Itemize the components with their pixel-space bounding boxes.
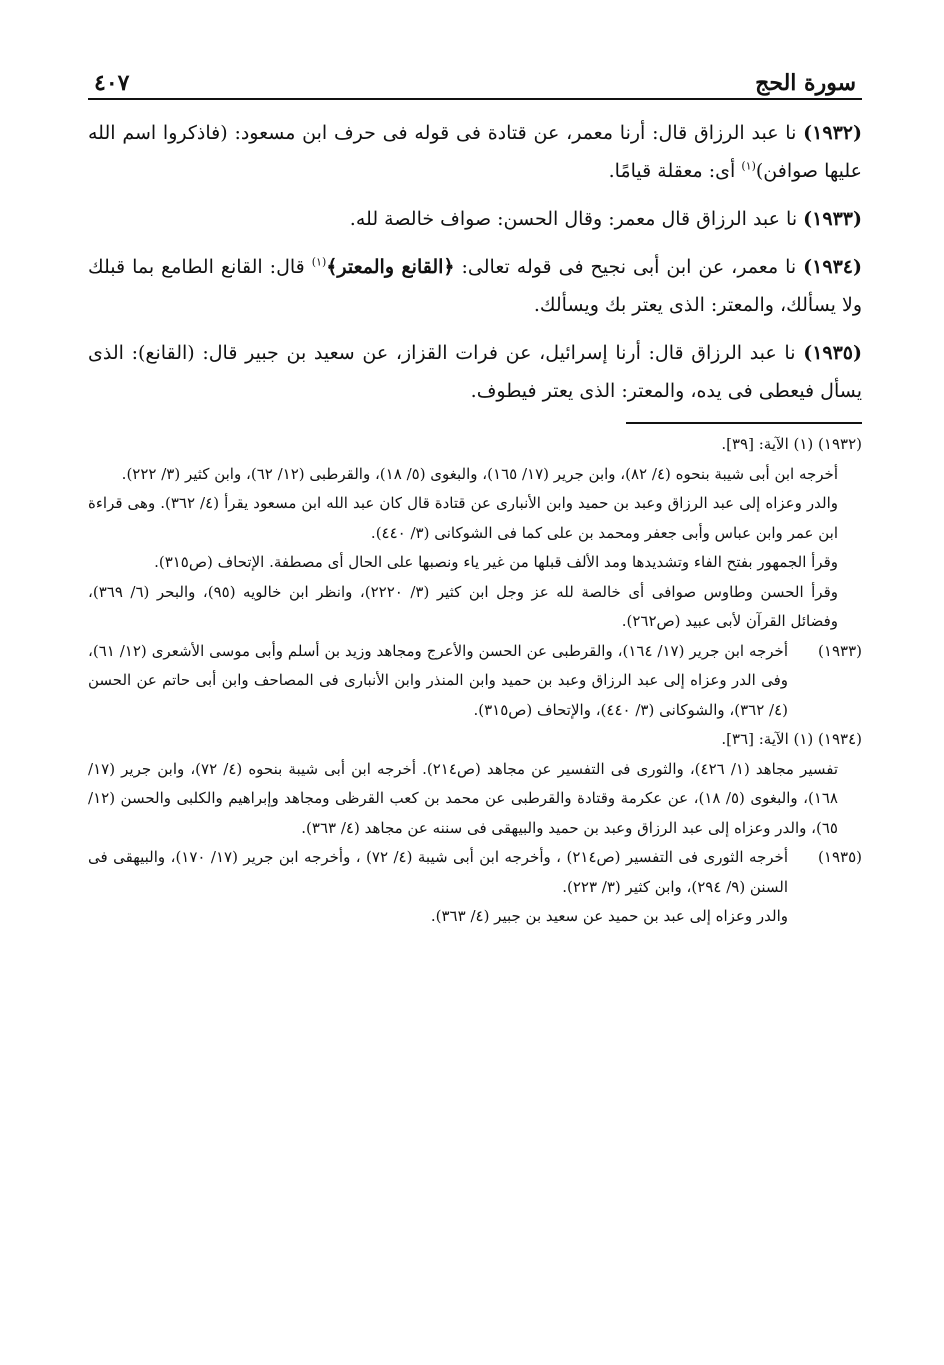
entry-1935 — [88, 334, 862, 410]
entry-1933 — [88, 200, 862, 238]
footnote-1932-p2: والدر وعزاه إلى عبد الرزاق وعبد بن حميد وابن الأنبارى عن قتادة قال كان عبد الله ابن مسعود يقرأ (٤/ ٣٦٢). وهى قراءة ابن عمر وابن عباس وأبى جعفر ومحمد بن على كما فى الشوكانى (٣/ ٤٤٠). — [88, 494, 838, 542]
footnote-1932-head: (١٩٣٢) (١) الآية: [٣٩]. — [721, 435, 862, 453]
entry-number: (١٩٣٤) — [803, 256, 862, 278]
entry-text: نا عبد الرزاق قال: أرنا إسرائيل، عن فرات القزاز، عن سعيد بن جبير قال: (القانع): الذى يسأل فيعطى فى يده، والمعتر: الذى يعتر فيطوف. — [88, 342, 862, 402]
entry-number: (١٩٣٢) — [803, 122, 862, 144]
footnote-text — [88, 843, 788, 932]
entry-number: (١٩٣٥) — [803, 342, 863, 364]
footnote-1932-p4: وقرأ الحسن وطاوس صوافى أى خالصة لله عز وجل ابن كثير (٣/ ٢٢٢٠)، وانظر ابن خالويه (٩٥)، والبحر (٦/ ٣٦٩)، وفضائل القرآن لأبى عبيد (ص٢٦٢). — [88, 582, 838, 630]
entry-text-tail: قال: القانع الطامع بما قبلك ولا يسألك، والمعتر: الذى يعتر بك ويسألك. — [88, 256, 862, 316]
footnote-label: (١٩٣٥) — [818, 848, 862, 866]
quranic-quote: ﴿القانع والمعتر﴾ — [326, 256, 455, 278]
footnote-ref: (١) — [311, 255, 327, 269]
page-number: ٤٠٧ — [94, 70, 130, 96]
footnote-1932-p1: أخرجه ابن أبى شيبة بنحوه (٤/ ٨٢)، وابن جرير (١٧/ ١٦٥)، والبغوى (٥/ ١٨)، والقرطبى (١٢/ ٦٢)، وابن كثير (٣/ ٢٢٢). — [121, 464, 838, 483]
footnote-text-line: أخرجه الثورى فى التفسير (ص٢١٤) ، وأخرجه ابن أبى شيبة (٤/ ٧٢) ، وأخرجه ابن جرير (١٧/ ١٧٠)، والبيهقى فى السنن (٩/ ٢٩٤)، وابن كثير (٣/ ٢٢٣). — [88, 848, 788, 896]
surah-title: سورة الحج — [755, 70, 856, 96]
running-header — [88, 56, 862, 100]
footnote-separator — [626, 422, 862, 424]
footnote-1934-text: تفسير مجاهد (١/ ٤٢٦)، والثورى فى التفسير عن مجاهد (ص٢١٤). أخرجه ابن أبى شيبة بنحوه (٤/ ٧٢)، وابن جرير (١٧/ ١٦٨)، والبغوى (٥/ ١٨)، عن عكرمة وقتادة والقرطبى عن محمد بن كعب القرظى ومجاهد وإبراهيم والكلبى والحسن (١٢/ ٦٥)، والدر وعزاه إلى عبد الرزاق وعبد بن حميد والبيهقى فى سننه عن مجاهد (٤/ ٣٦٣). — [88, 759, 838, 837]
footnote-1932-p3: وقرأ الجمهور بفتح الفاء وتشديدها ومد الألف قبلها من غير ياء ونصبها على الحال أى مصطفة. الإتحاف (ص٣١٥). — [154, 553, 838, 571]
entry-text-tail: أى: معقلة قيامًا. — [608, 160, 742, 182]
main-text — [88, 114, 862, 410]
footnotes — [88, 430, 862, 932]
entry-text: نا معمر، عن ابن أبى نجيح فى قوله تعالى: — [454, 256, 797, 278]
footnote-ref: (١) — [741, 159, 756, 173]
footnote-label: (١٩٣٣) — [818, 641, 862, 660]
entry-text: نا عبد الرزاق قال معمر: وقال الحسن: صواف خالصة لله. — [349, 208, 798, 230]
footnote-text: أخرجه ابن جرير (١٧/ ١٦٤)، والقرطبى عن الحسن والأعرج ومجاهد وزيد بن أسلم وأبى موسى الأشعرى (١٢/ ٦١)، وفى الدر وعزاه إلى عبد الرزاق وعبد بن حميد وابن المنذر وابن الأنبارى فى المصاحف وابن أبى حاتم عن الحسن (٤/ ٣٦٢)، والشوكانى (٣/ ٤٤٠)، والإتحاف (ص٣١٥). — [88, 641, 788, 719]
entry-text: نا عبد الرزاق قال: أرنا معمر، عن قتادة فى قوله فى حرف ابن مسعود: (فاذكروا اسم الله عليها صوافن) — [88, 122, 862, 182]
footnote-1934-head: (١٩٣٤) (١) الآية: [٣٦]. — [721, 730, 862, 748]
entry-number: (١٩٣٣) — [803, 208, 862, 230]
book-page — [88, 56, 862, 1316]
footnote-text-line: والدر وعزاه إلى عبد بن حميد عن سعيد بن جبير (٤/ ٣٦٣). — [430, 907, 788, 925]
footnote-1933 — [88, 637, 862, 726]
entry-1932 — [88, 114, 862, 190]
entry-1934 — [88, 248, 862, 324]
footnote-1935 — [88, 843, 862, 932]
